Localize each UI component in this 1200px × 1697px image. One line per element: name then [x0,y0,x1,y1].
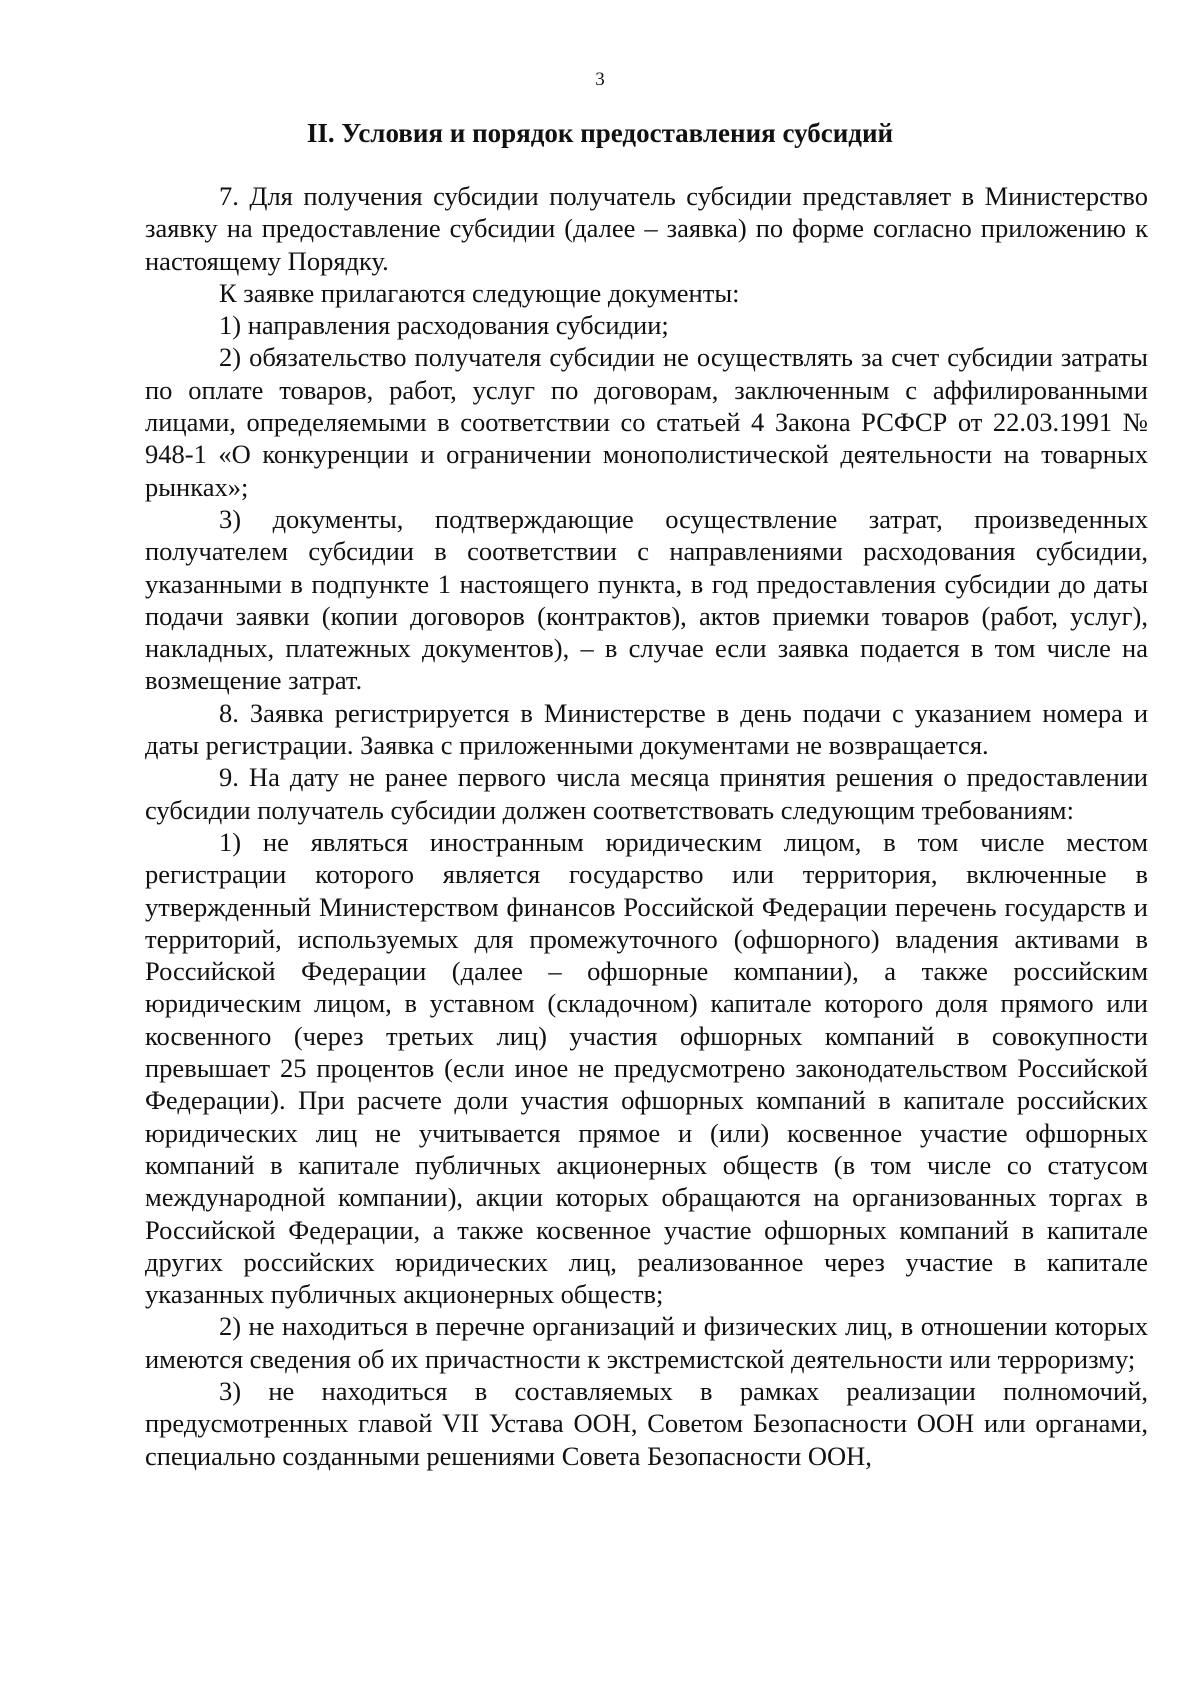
paragraph-9: 9. На дату не ранее первого числа месяца принятия решения о предоставлении субсидии получатель субсидии должен соответствовать следующим требованиям: [145,762,1148,825]
paragraph-7-item-2: 2) обязательство получателя субсидии не осуществлять за счет субсидии затраты по оплате товаров, работ, услуг по договорам, заключенным с аффилированными лицами, определяемыми в соответствии со статьей 4 Закона РСФСР от 22.03.1991 № 948-1 «О конкуренции и ограничении монополистической деятельности на товарных рынках»; [145,342,1148,502]
paragraph-7: 7. Для получения субсидии получатель субсидии представляет в Министерство заявку на предоставление субсидии (далее – заявка) по форме согласно приложению к настоящему Порядку. [145,181,1148,276]
paragraph-7-item-1: 1) направления расходования субсидии; [219,310,669,341]
section-title: II. Условия и порядок предоставления субсидий [306,118,894,148]
document-body [145,180,1148,1472]
paragraph-9-item-2: 2) не находиться в перечне организаций и физических лиц, в отношении которых имеются сведения об их причастности к экстремистской деятельности или терроризму; [145,1311,1148,1374]
page-number: 3 [595,69,605,90]
paragraph-attachments-intro: К заявке прилагаются следующие документы: [219,277,740,308]
paragraph-8: 8. Заявка регистрируется в Министерстве в день подачи с указанием номера и даты регистрации. Заявка с приложенными документами не возвращается. [145,697,1148,761]
paragraph-9-item-3: 3) не находиться в составляемых в рамках реализации полномочий, предусмотренных главой VII Устава ООН, Советом Безопасности ООН или органами, специально созданными решениями Совета Безопасности ООН, [145,1375,1148,1471]
paragraph-9-item-1: 1) не являться иностранным юридическим лицом, в том числе местом регистрации которого является государство или территория, включенные в утвержденный Министерством финансов Российской Федерации перечень государств и территорий, используемых для промежуточного (офшорного) владения активами в Российской Федерации (далее – офшорные компании), а также российским юридическим лицом, в уставном (складочном) капитале которого доля прямого или косвенного (через третьих лиц) участия офшорных компаний в совокупности превышает 25 процентов (если иное не предусмотрено законодательством Российской Федерации). При расчете доли участия офшорных компаний в капитале российских юридических лиц не учитывается прямое и (или) косвенное участие офшорных компаний в капитале публичных акционерных обществ (в том числе со статусом международной компании), акции которых обращаются на организованных торгах в Российской Федерации, а также косвенное участие офшорных компаний в капитале других российских юридических лиц, реализованное через участие в капитале указанных публичных акционерных обществ; [145,826,1148,1310]
paragraph-7-item-3: 3) документы, подтверждающие осуществление затрат, произведенных получателем субсидии в соответствии с направлениями расходования субсидии, указанными в подпункте 1 настоящего пункта, в год предоставления субсидии до даты подачи заявки (копии договоров (контрактов), актов приемки товаров (работ, услуг), накладных, платежных документов), – в случае если заявка подается в том числе на возмещение затрат. [145,503,1148,696]
